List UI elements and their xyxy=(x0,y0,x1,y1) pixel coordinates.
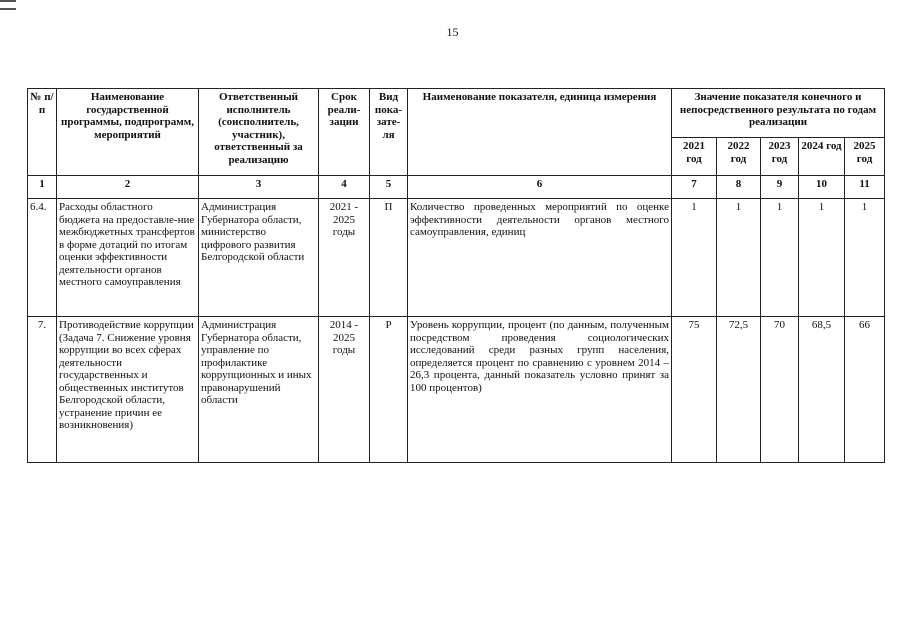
row-term: 2014 - 2025 годы xyxy=(319,317,370,463)
column-number: 3 xyxy=(199,176,319,199)
row-program: Расходы областного бюджета на предоставле-ние межбюджетных трансфертов в форме дотаций по итогам оценки эффективности деятельности органов местного самоуправления xyxy=(57,199,199,317)
row-value-2024: 68,5 xyxy=(799,317,845,463)
row-type: Р xyxy=(370,317,408,463)
row-number: 7. xyxy=(28,317,57,463)
row-value-2025: 66 xyxy=(845,317,885,463)
row-value-2023: 70 xyxy=(761,317,799,463)
header-year-2023: 2023 год xyxy=(761,138,799,176)
row-value-2025: 1 xyxy=(845,199,885,317)
table-row xyxy=(28,317,885,463)
page-number: 15 xyxy=(446,25,459,39)
header-year-2025: 2025 год xyxy=(845,138,885,176)
row-value-2021: 1 xyxy=(672,199,717,317)
header-indicator: Наименование показателя, единица измерения xyxy=(408,89,672,176)
column-number: 9 xyxy=(761,176,799,199)
row-program: Противодействие коррупции (Задача 7. Снижение уровня коррупции во всех сферах деятельности государственных и общественных институтов Белгородской области, устранение причин ее возникновения) xyxy=(57,317,199,463)
row-indicator: Уровень коррупции, процент (по данным, полученным посредством проведения социологических исследований среди разных групп населения, определяется процент по сравнению с уровнем 2014 – 26,3 процента, данный показатель условно принят за 100 процентов) xyxy=(408,317,672,463)
header-year-2021: 2021 год xyxy=(672,138,717,176)
header-no: № п/п xyxy=(28,89,57,176)
row-value-2022: 1 xyxy=(717,199,761,317)
header-type: Вид пока-зате-ля xyxy=(370,89,408,176)
row-value-2021: 75 xyxy=(672,317,717,463)
row-term: 2021 - 2025 годы xyxy=(319,199,370,317)
column-number: 6 xyxy=(408,176,672,199)
header-row xyxy=(28,89,885,138)
column-number: 10 xyxy=(799,176,845,199)
column-number: 7 xyxy=(672,176,717,199)
row-value-2022: 72,5 xyxy=(717,317,761,463)
row-number: 6.4. xyxy=(28,199,57,317)
header-executor: Ответственный исполнитель (соисполнитель, участник), ответственный за реализацию xyxy=(199,89,319,176)
column-number: 11 xyxy=(845,176,885,199)
scan-corner-mark xyxy=(0,0,16,10)
header-values-group: Значение показателя конечного и непосредственного результата по годам реализации xyxy=(672,89,885,138)
column-number: 2 xyxy=(57,176,199,199)
column-numbers-row xyxy=(28,176,885,199)
header-year-2022: 2022 год xyxy=(717,138,761,176)
indicators-table xyxy=(27,88,885,463)
row-executor: Администрация Губернатора области, управление по профилактике коррупционных и иных правонарушений области xyxy=(199,317,319,463)
row-indicator: Количество проведенных мероприятий по оценке эффективности деятельности органов местного самоуправления, единиц xyxy=(408,199,672,317)
header-year-2024: 2024 год xyxy=(799,138,845,176)
row-executor: Администрация Губернатора области, министерство цифрового развития Белгородской области xyxy=(199,199,319,317)
column-number: 4 xyxy=(319,176,370,199)
row-value-2024: 1 xyxy=(799,199,845,317)
row-type: П xyxy=(370,199,408,317)
column-number: 1 xyxy=(28,176,57,199)
column-number: 5 xyxy=(370,176,408,199)
table-row xyxy=(28,199,885,317)
column-number: 8 xyxy=(717,176,761,199)
header-program: Наименование государственной программы, подпрограмм, мероприятий xyxy=(57,89,199,176)
row-value-2023: 1 xyxy=(761,199,799,317)
header-term: Срок реали-зации xyxy=(319,89,370,176)
